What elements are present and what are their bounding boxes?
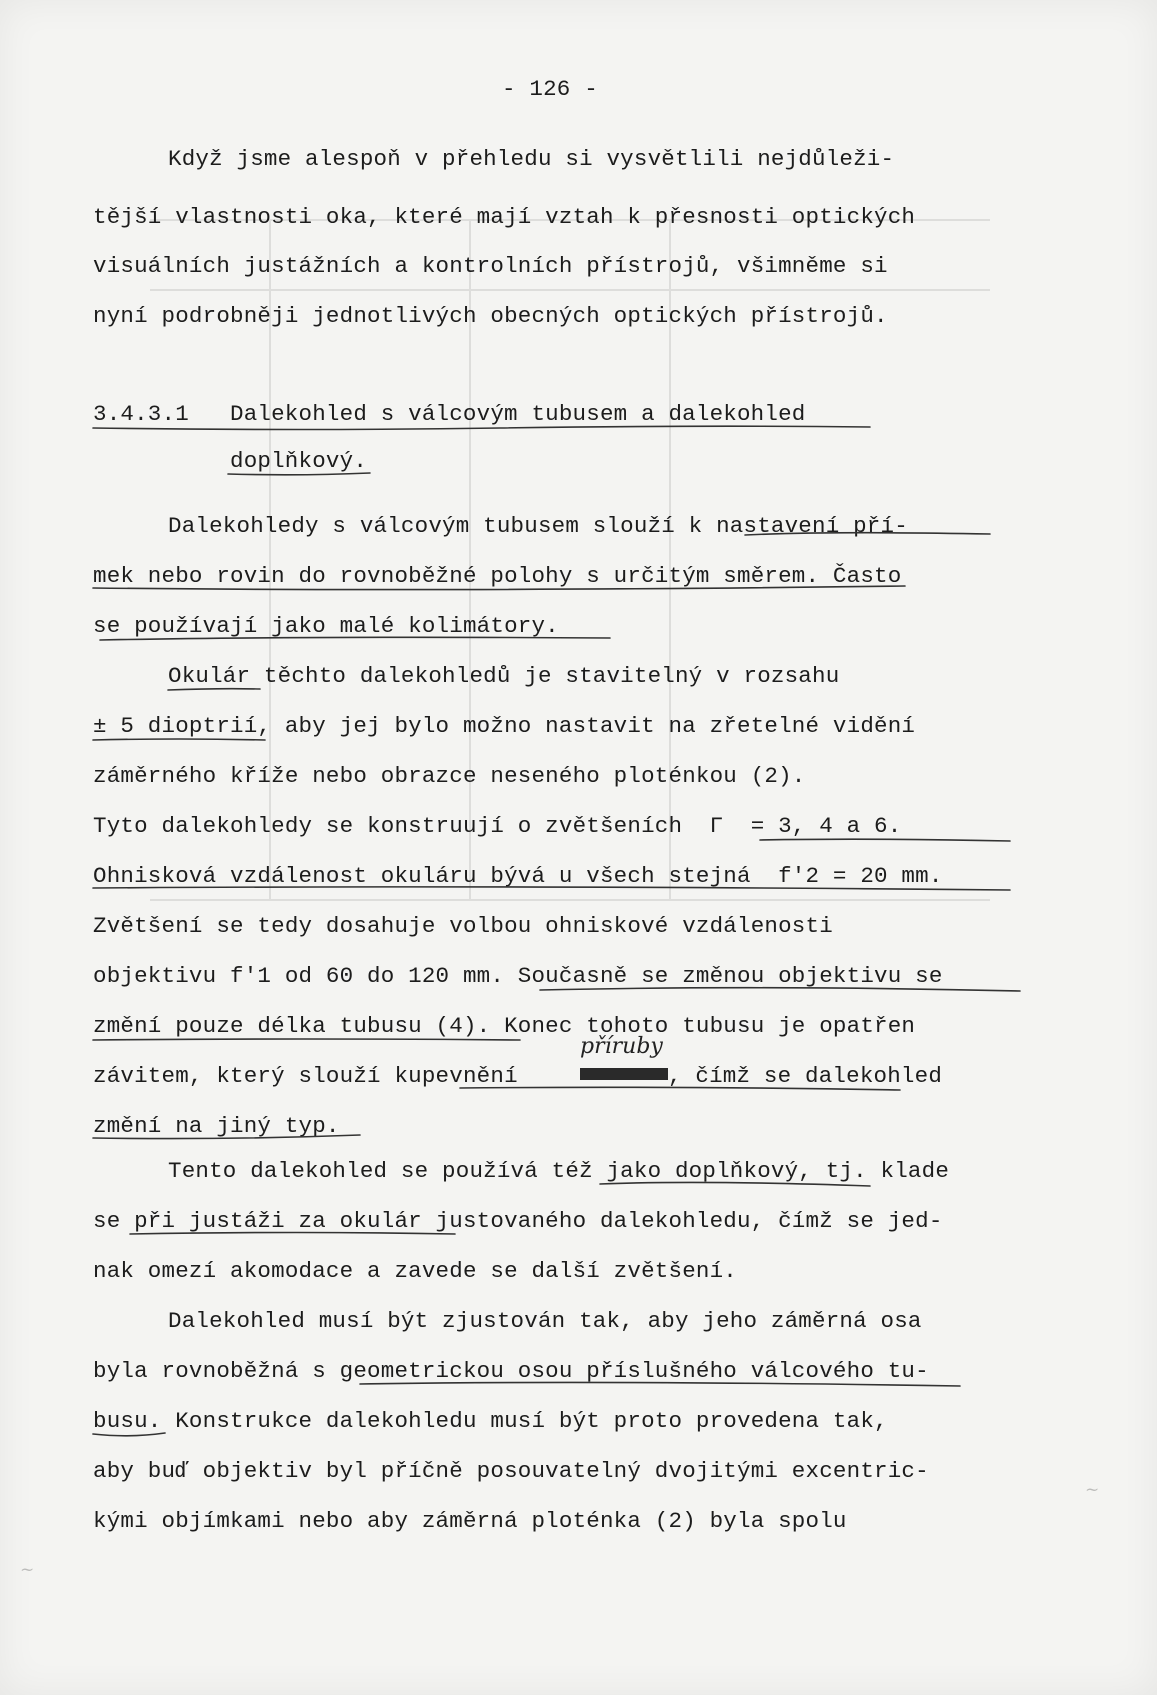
section-title-line-2: doplňkový. (230, 448, 368, 474)
text-line: se při justáži za okulár justovaného dalekohledu, čímž se jed- (93, 1208, 943, 1234)
text-line: , čímž se dalekohled (668, 1063, 943, 1089)
text-line: záměrného kříže nebo obrazce neseného ploténkou (2). (93, 763, 806, 789)
text-line: tější vlastnosti oka, které mají vztah k přesnosti optických (93, 204, 916, 230)
underline-mark (93, 739, 265, 740)
section-number: 3.4.3.1 (93, 401, 189, 427)
text-line: objektivu f'1 od 60 do 120 mm. Současně se změnou objektivu se (93, 963, 943, 989)
text-line: Dalekohledy s válcovým tubusem slouží k nastavení pří- (168, 513, 908, 539)
margin-scribble: ~ (1085, 1480, 1100, 1500)
text-line: změní na jiný typ. (93, 1113, 340, 1139)
text-line: se používají jako malé kolimátory. (93, 613, 559, 639)
text-line: nak omezí akomodace a zavede se další zvětšení. (93, 1258, 738, 1284)
bleed-through-table (150, 180, 990, 920)
underline-mark (93, 1039, 520, 1040)
text-line: Tento dalekohled se používá též jako doplňkový, tj. klade (168, 1158, 950, 1184)
text-line: Ohnisková vzdálenost okuláru bývá u všech stejná f'2 = 20 mm. (93, 863, 943, 889)
underline-mark (760, 839, 1010, 841)
text-line: Okulár těchto dalekohledů je stavitelný v rozsahu (168, 663, 840, 689)
text-line: Dalekohled musí být zjustován tak, aby jeho záměrná osa (168, 1308, 922, 1334)
text-line: ± 5 dioptrií, aby jej bylo možno nastavit na zřetelné vidění (93, 713, 916, 739)
text-line: kými objímkami nebo aby záměrná ploténka (2) byla spolu (93, 1508, 847, 1534)
margin-scribble: ~ (20, 1560, 35, 1580)
text-line: byla rovnoběžná s geometrickou osou příslušného válcového tu- (93, 1358, 929, 1384)
text-line: mek nebo rovin do rovnoběžné polohy s určitým směrem. Často (93, 563, 902, 589)
text-line: závitem, který slouží kupevnění (93, 1063, 518, 1089)
struck-out-word (580, 1068, 668, 1080)
text-line: Když jsme alespoň v přehledu si vysvětlili nejdůleži- (168, 146, 895, 172)
text-line: visuálních justážních a kontrolních přístrojů, všimněme si (93, 253, 888, 279)
text-line: aby buď objektiv byl příčně posouvatelný dvojitými excentric- (93, 1458, 929, 1484)
text-line: změní pouze délka tubusu (4). Konec tohoto tubusu je opatřen (93, 1013, 916, 1039)
text-line: nyní podrobněji jednotlivých obecných optických přístrojů. (93, 303, 888, 329)
text-line: Tyto dalekohledy se konstruují o zvětšeních Γ = 3, 4 a 6. (93, 813, 902, 839)
page-number: - 126 - (502, 76, 598, 102)
handwritten-correction: příruby (580, 1034, 663, 1059)
text-line: busu. Konstrukce dalekohledu musí být proto provedena tak, (93, 1408, 888, 1434)
section-title-line-1: Dalekohled s válcovým tubusem a dalekohled (230, 401, 806, 427)
text-line: Zvětšení se tedy dosahuje volbou ohniskové vzdálenosti (93, 913, 833, 939)
